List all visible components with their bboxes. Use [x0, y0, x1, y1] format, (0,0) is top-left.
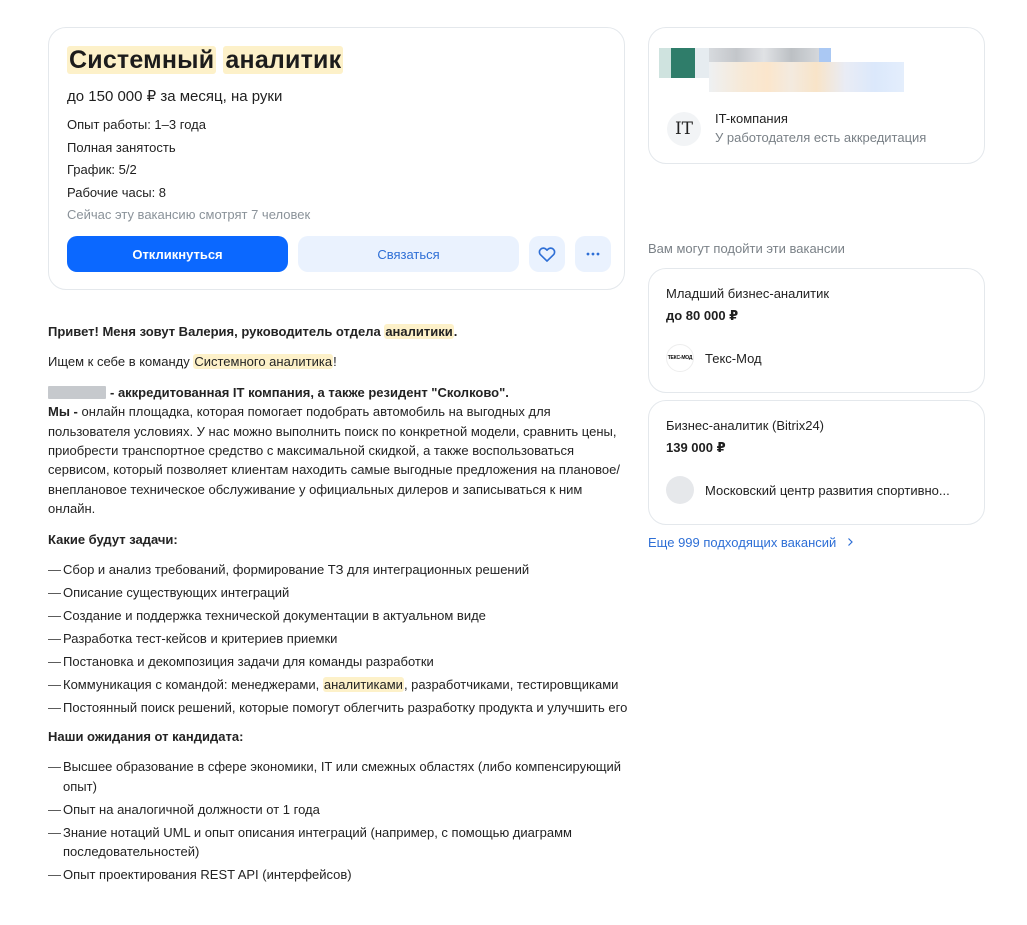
vacancy-actions: [67, 236, 611, 272]
list-item: — Разработка тест-кейсов и критериев приемки: [48, 629, 628, 648]
heart-icon: [537, 244, 557, 264]
vacancy-description: [48, 322, 628, 894]
accreditation-note: У работодателя есть аккредитация: [715, 130, 927, 145]
title-word-1: Системный: [69, 46, 215, 74]
apply-button[interactable]: Откликнуться: [67, 236, 288, 272]
tasks-list: [48, 560, 628, 717]
contact-button[interactable]: Связаться: [298, 236, 519, 272]
employer-logo-placeholder: [666, 476, 694, 504]
list-item: — Опыт проектирования REST API (интерфейсов): [48, 865, 628, 884]
hours-text: Рабочие часы: 8: [67, 184, 167, 200]
expectations-heading: Наши ожидания от кандидата:: [48, 728, 244, 744]
company-line: - аккредитованная IT компания, а также резидент "Сколково".: [110, 384, 509, 400]
job-salary: до 80 000 ₽: [666, 308, 739, 323]
vacancy-salary: до 150 000 ₽ за месяц, на руки: [67, 88, 283, 105]
similar-job-card[interactable]: [648, 400, 985, 525]
job-employer: [666, 344, 967, 372]
vacancy-meta: [67, 114, 606, 204]
more-vacancies-label: Еще 999 подходящих вакансий: [648, 535, 837, 550]
employer-logo-text: ТЕКС-МОД: [667, 355, 693, 361]
highlight-keyword: аналитиками: [323, 676, 403, 692]
list-item: — Постоянный поиск решений, которые помогут облегчить разработку продукта и улучшить его: [48, 698, 628, 717]
employer-card[interactable]: [648, 27, 985, 164]
it-badge: IT: [667, 112, 701, 146]
greeting: Привет! Меня зовут Валерия, руководитель отдела аналитики.: [48, 324, 458, 339]
job-salary: 139 000 ₽: [666, 440, 726, 455]
schedule-text: График: 5/2: [67, 162, 137, 177]
list-item: — Опыт на аналогичной должности от 1 года: [48, 800, 628, 819]
employer-name: Текс-Мод: [705, 350, 762, 366]
vacancy-title: [67, 44, 606, 76]
company-text: [715, 110, 926, 148]
more-vacancies-link[interactable]: [648, 535, 856, 550]
company-type: IT-компания: [715, 111, 788, 126]
job-title[interactable]: Бизнес-аналитик (Bitrix24): [666, 418, 824, 433]
title-word-2: аналитик: [225, 46, 342, 74]
highlight-keyword: Системного аналитика: [194, 354, 333, 370]
more-icon: [583, 244, 603, 264]
we-label: Мы -: [48, 404, 82, 420]
company-about: [48, 383, 628, 519]
job-employer: [666, 476, 967, 504]
seek-line: Ищем к себе в команду Системного аналитика!: [48, 354, 337, 370]
favorite-button[interactable]: [529, 236, 565, 272]
company-info: [667, 110, 926, 148]
employment-text: Полная занятость: [67, 139, 176, 155]
list-item: — Постановка и декомпозиция задачи для команды разработки: [48, 652, 628, 671]
list-item: — Создание и поддержка технической документации в актуальном виде: [48, 606, 628, 625]
vacancy-card: [48, 27, 625, 290]
similar-job-card[interactable]: [648, 268, 985, 393]
experience-text: Опыт работы: 1–3 года: [67, 117, 206, 132]
job-title[interactable]: Младший бизнес-аналитик: [666, 286, 830, 301]
list-item: — Высшее образование в сфере экономики, IT или смежных областях (либо компенсирующий опыт): [48, 757, 628, 796]
list-item: — Сбор и анализ требований, формирование ТЗ для интеграционных решений: [48, 560, 628, 579]
employer-logo: [666, 344, 694, 372]
tasks-heading: Какие будут задачи:: [48, 531, 178, 547]
list-item: — Знание нотаций UML и опыт описания интеграций (например, с помощью диаграмм последовательностей): [48, 823, 628, 862]
list-item: — Описание существующих интеграций: [48, 583, 628, 602]
expectations-list: [48, 757, 628, 884]
highlight-keyword: аналитики: [385, 324, 453, 339]
list-item: — Коммуникация с командой: менеджерами, аналитиками, разработчиками, тестировщиками: [48, 675, 628, 694]
employer-name: Московский центр развития спортивно...: [705, 482, 950, 498]
chevron-right-icon: [844, 536, 856, 548]
similar-heading: Вам могут подойти эти вакансии: [648, 241, 845, 256]
we-text: онлайн площадка, которая помогает подобрать автомобиль на выгодных для пользователя условиях. У нас можно выполнить поиск по конкретной модели, сравнить цены, приобрести транспортное средство с максимальной скидкой, а также воспользоваться сервисом, который позволяет клиентам находить самые выгодные предложения на плановое/внеплановое техническое обслуживание у официальных дилеров и записываться к ним онлайн.: [48, 404, 620, 517]
redacted-company-name: [48, 386, 106, 399]
more-options-button[interactable]: [575, 236, 611, 272]
viewers-count: Сейчас эту вакансию смотрят 7 человек: [67, 207, 311, 222]
